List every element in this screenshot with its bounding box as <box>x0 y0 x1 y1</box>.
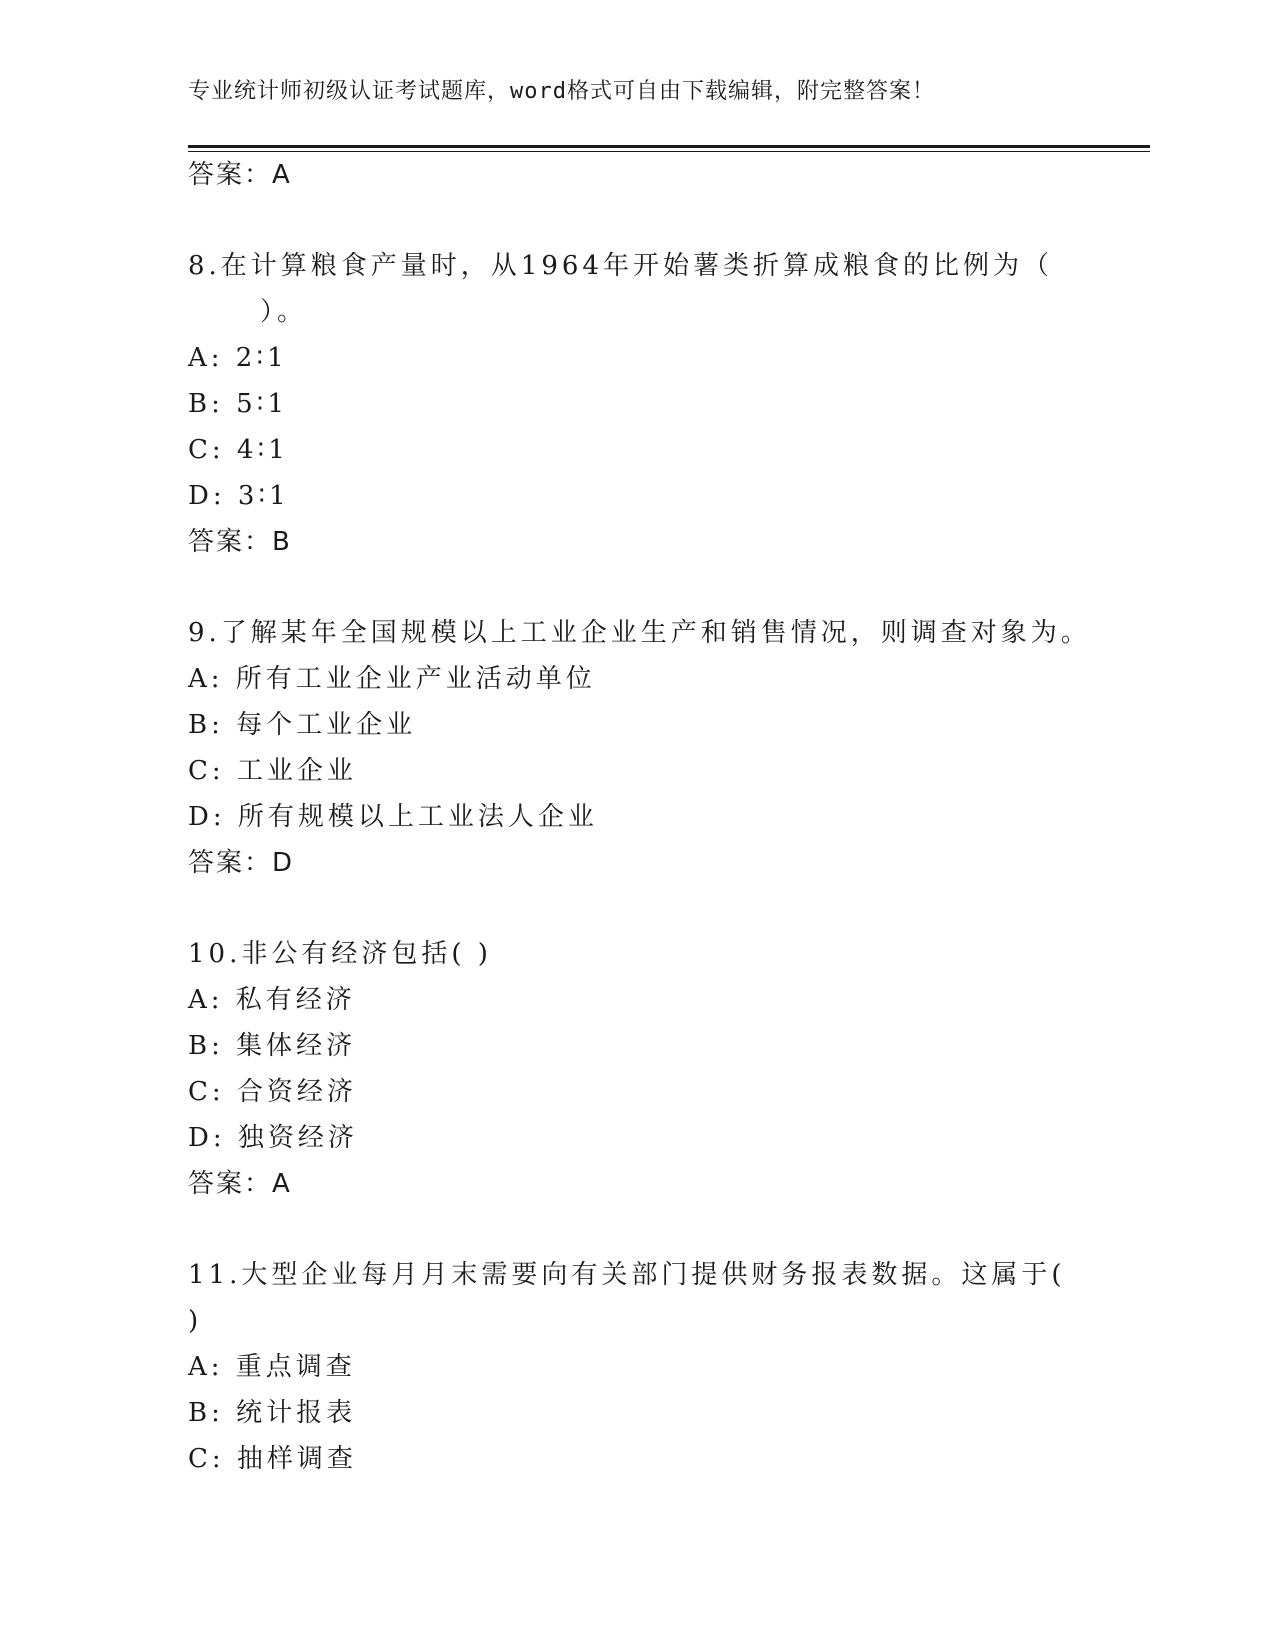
option-item: C: 工业企业 <box>188 756 357 786</box>
answer-line: 答案：D <box>188 848 295 878</box>
question-stem: 11.大型企业每月月末需要向有关部门提供财务报表数据。这属于( <box>188 1260 1066 1290</box>
spacer <box>188 886 1088 931</box>
answer-line: 答案：A <box>188 160 292 190</box>
option-item: C: 合资经济 <box>188 1077 357 1107</box>
answer-line: 答案：B <box>188 527 292 557</box>
header-rule-thick <box>188 145 1150 148</box>
option-item: B: 统计报表 <box>188 1398 357 1428</box>
option-item: A: 所有工业企业产业活动单位 <box>188 664 596 694</box>
question-stem: 9.了解某年全国规模以上工业企业生产和销售情况，则调查对象为。 <box>188 618 1091 648</box>
option-item: C: 4∶1 <box>188 435 289 465</box>
option-item: D: 3∶1 <box>188 481 290 511</box>
option-item: B: 集体经济 <box>188 1031 357 1061</box>
answer-line: 答案：A <box>188 1169 292 1199</box>
page-header: 专业统计师初级认证考试题库，word格式可自由下载编辑，附完整答案！ <box>188 79 935 104</box>
option-item: D: 独资经济 <box>188 1123 358 1153</box>
question-stem-continuation: ）。 <box>260 297 308 327</box>
option-item: A: 重点调查 <box>188 1352 356 1382</box>
spacer <box>188 1207 1088 1252</box>
spacer <box>188 565 1088 610</box>
option-item: A: 2∶1 <box>188 343 288 373</box>
option-item: A: 私有经济 <box>188 985 356 1015</box>
option-item: C: 抽样调查 <box>188 1444 357 1474</box>
option-item: B: 每个工业企业 <box>188 710 417 740</box>
option-item: B: 5∶1 <box>188 389 288 419</box>
question-stem: 8.在计算粮食产量时，从1964年开始薯类折算成粮食的比例为（ <box>188 251 1053 281</box>
spacer <box>188 198 1088 243</box>
question-stem: 10.非公有经济包括( ) <box>188 939 492 969</box>
option-item: D: 所有规模以上工业法人企业 <box>188 802 598 832</box>
question-stem-continuation: ) <box>188 1306 203 1336</box>
question-list <box>188 152 1091 1482</box>
